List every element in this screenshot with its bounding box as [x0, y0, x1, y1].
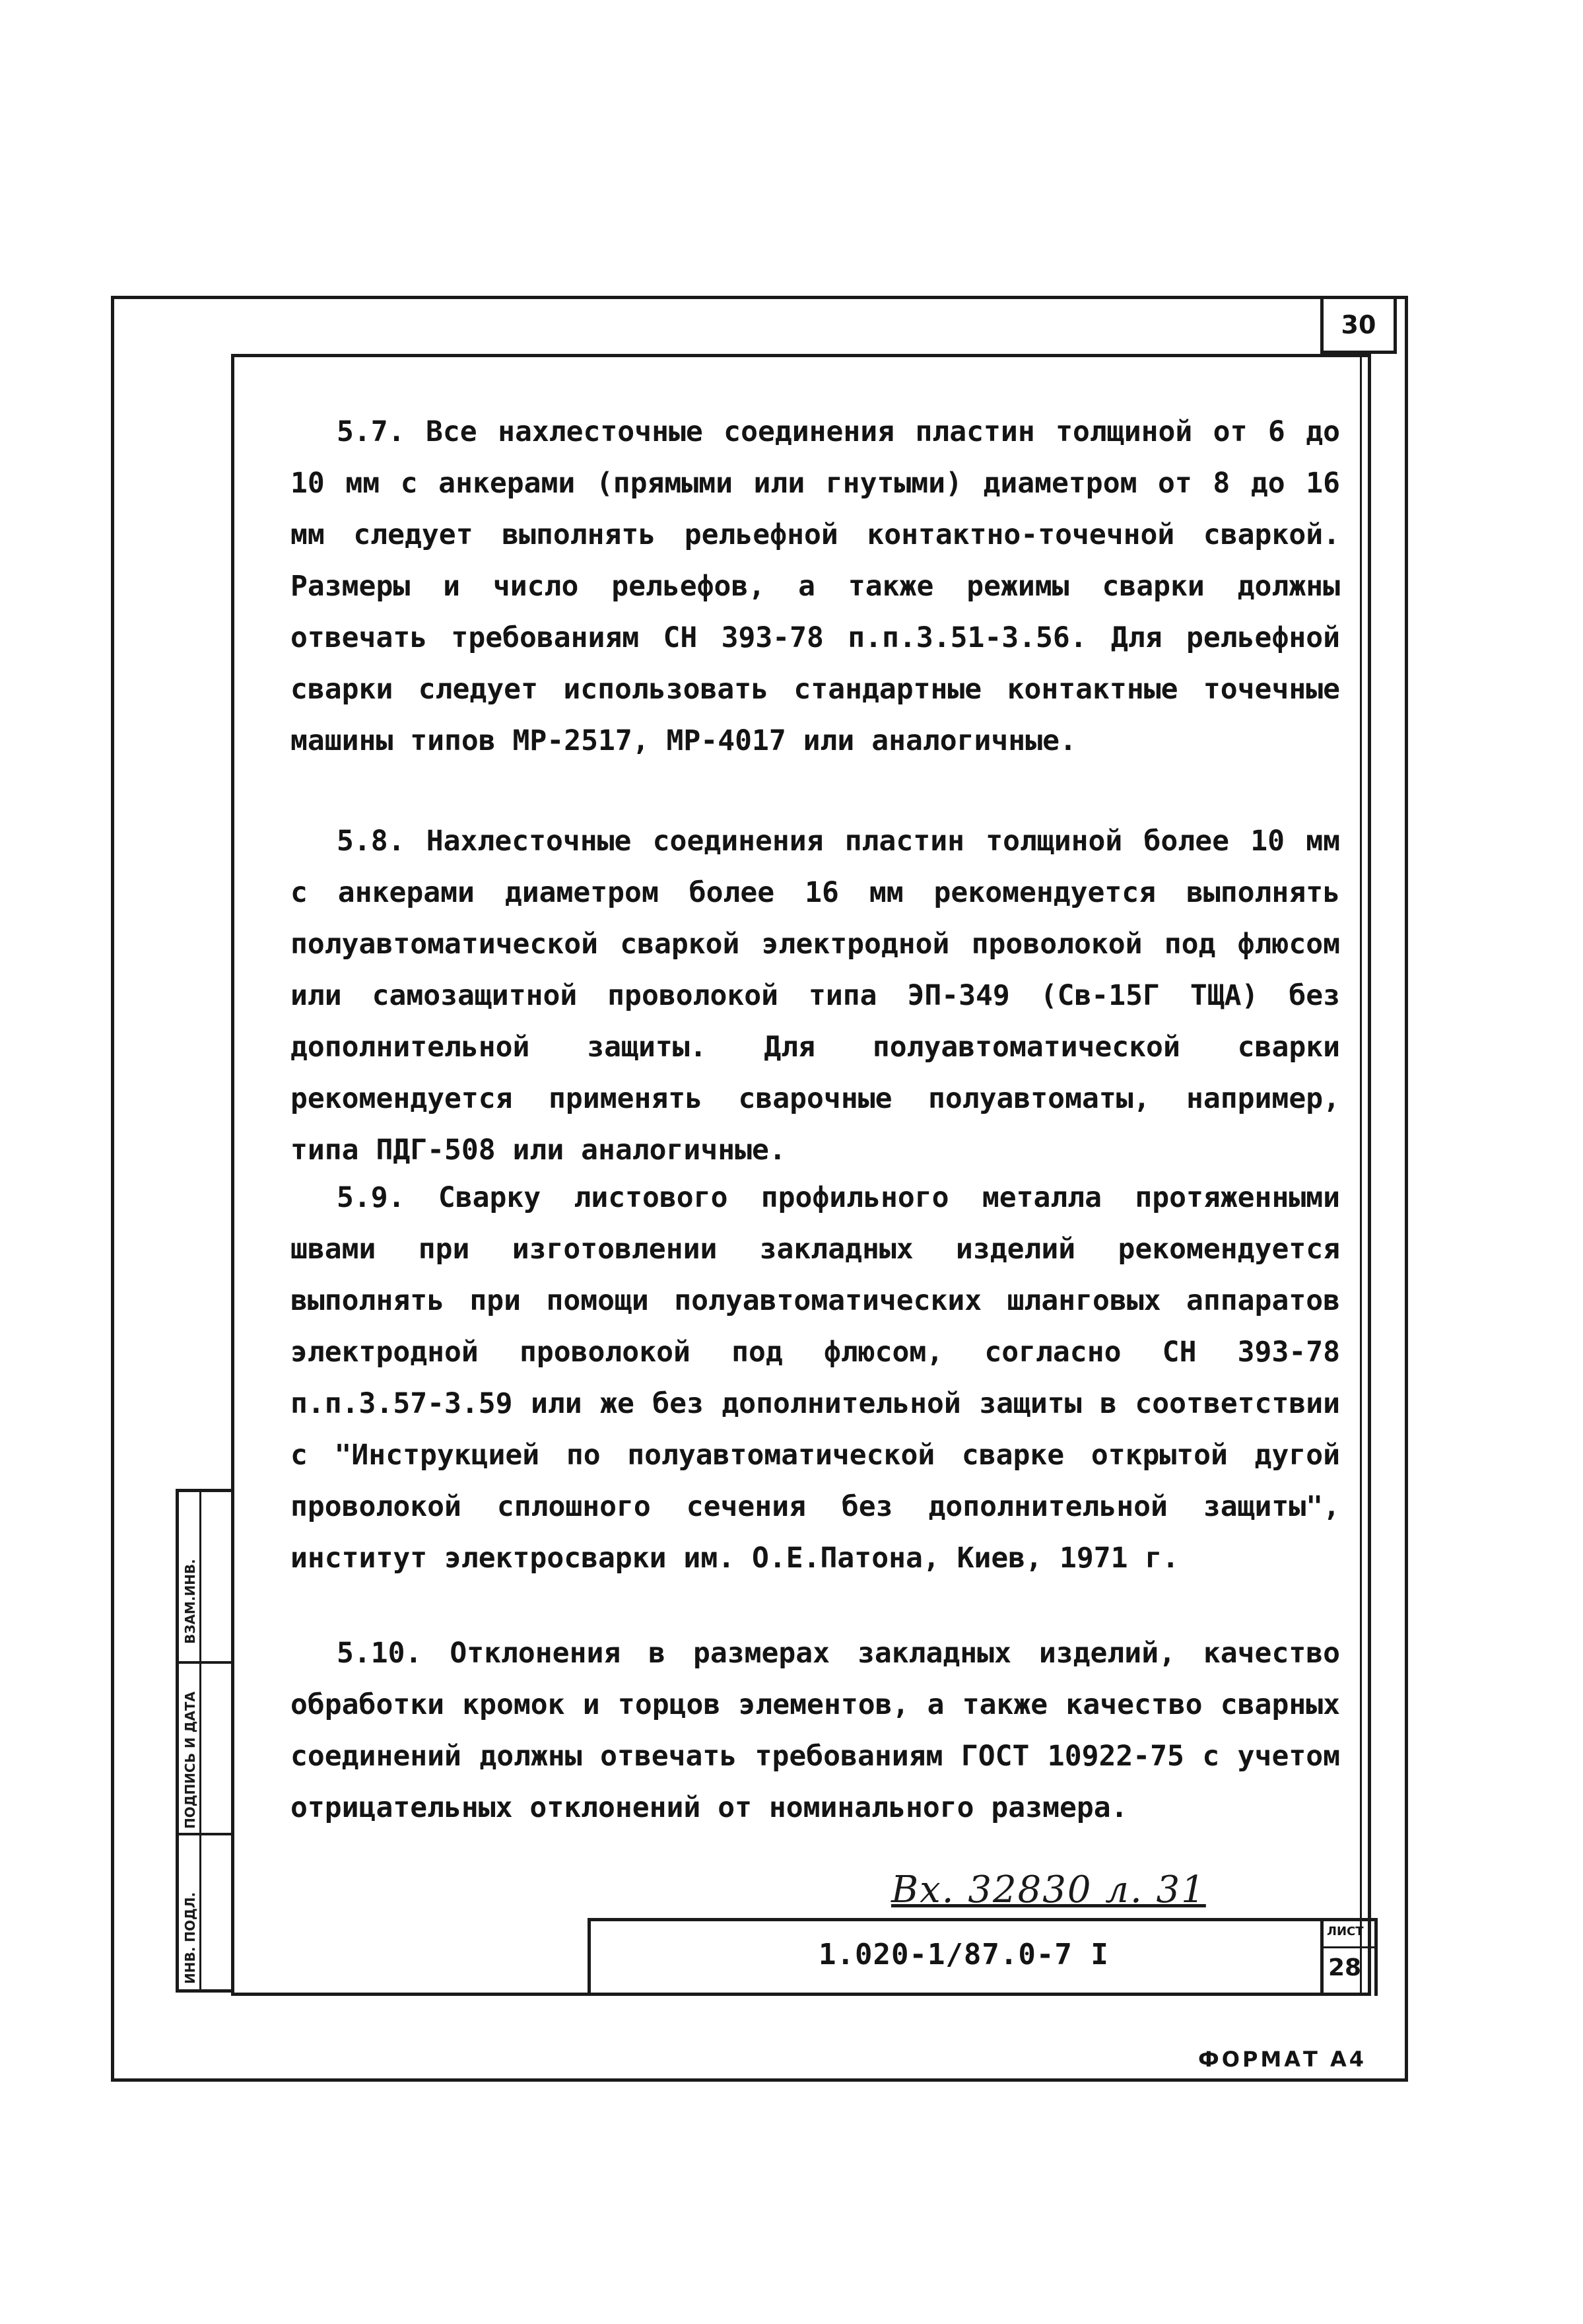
- sheet-label: ЛИСТ: [1327, 1925, 1364, 1938]
- paragraph-5-10: 5.10. Отклонения в размерах закладных изделий, качество обработки кромок и торцов элементов, а также качество сварных соединений должны отвечать требованиям ГОСТ 10922-75 с учетом отрицательных отклонений от номинального размера.: [290, 1637, 1340, 1824]
- sheet-divider: [1324, 1946, 1378, 1948]
- inner-frame-right-line: [1360, 354, 1362, 1994]
- side-stamp-label-original-inv: ИНВ. ПОДЛ.: [182, 1892, 198, 1984]
- document-code: 1.020-1/87.0-7 I: [819, 1938, 1109, 1971]
- inner-frame-bottom: [231, 1993, 1371, 1996]
- format-label: ФОРМАТ А4: [1198, 2047, 1366, 2072]
- paragraph-5-8: 5.8. Нахлесточные соединения пластин толщиной более 10 мм с анкерами диаметром более 16 мм рекомендуется выполнять полуавтоматической сваркой электродной проволокой под флюсом или самозащитной проволокой типа ЭП-349 (Св-15Г ТЩА) без дополнительной защиты. Для полуавтоматической сварки рекомендуется применять сварочные полуавтоматы, например, типа ПДГ-508 или аналогичные.: [290, 825, 1340, 1167]
- sheet-number: 28: [1328, 1954, 1362, 1981]
- paragraph-5-7: 5.7. Все нахлесточные соединения пластин толщиной от 6 до 10 мм с анкерами (прямыми или гнутыми) диаметром от 8 до 16 мм следует выполнять рельефной контактно-точечной сваркой. Размеры и число рельефов, а также режимы сварки должны отвечать требованиям СН 393-78 п.п.3.51-3.56. Для рельефной сварки следует использовать стандартные контактные точечные машины типов МР-2517, МР-4017 или аналогичные.: [290, 415, 1340, 757]
- paragraph-5-9: 5.9. Сварку листового профильного металла протяженными швами при изготовлении закладных изделий рекомендуется выполнять при помощи полуавтоматических шланговых аппаратов электродной проволокой под флюсом, согласно СН 393-78 п.п.3.57-3.59 или же без дополнительной защиты в соответствии с "Инструкцией по полуавтоматической сварке открытой дугой проволокой сплошного сечения без дополнительной защиты", институт электросварки им. О.Е.Патона, Киев, 1971 г.: [290, 1181, 1340, 1575]
- handwritten-inventory-note: Вх. 32830 л. 31: [891, 1868, 1206, 1911]
- page-number: 30: [1320, 296, 1397, 354]
- side-stamp-label-inv-replacement: ВЗАМ.ИНВ.: [182, 1559, 198, 1644]
- side-stamp-label-signature-date: ПОДПИСЬ И ДАТА: [182, 1691, 198, 1829]
